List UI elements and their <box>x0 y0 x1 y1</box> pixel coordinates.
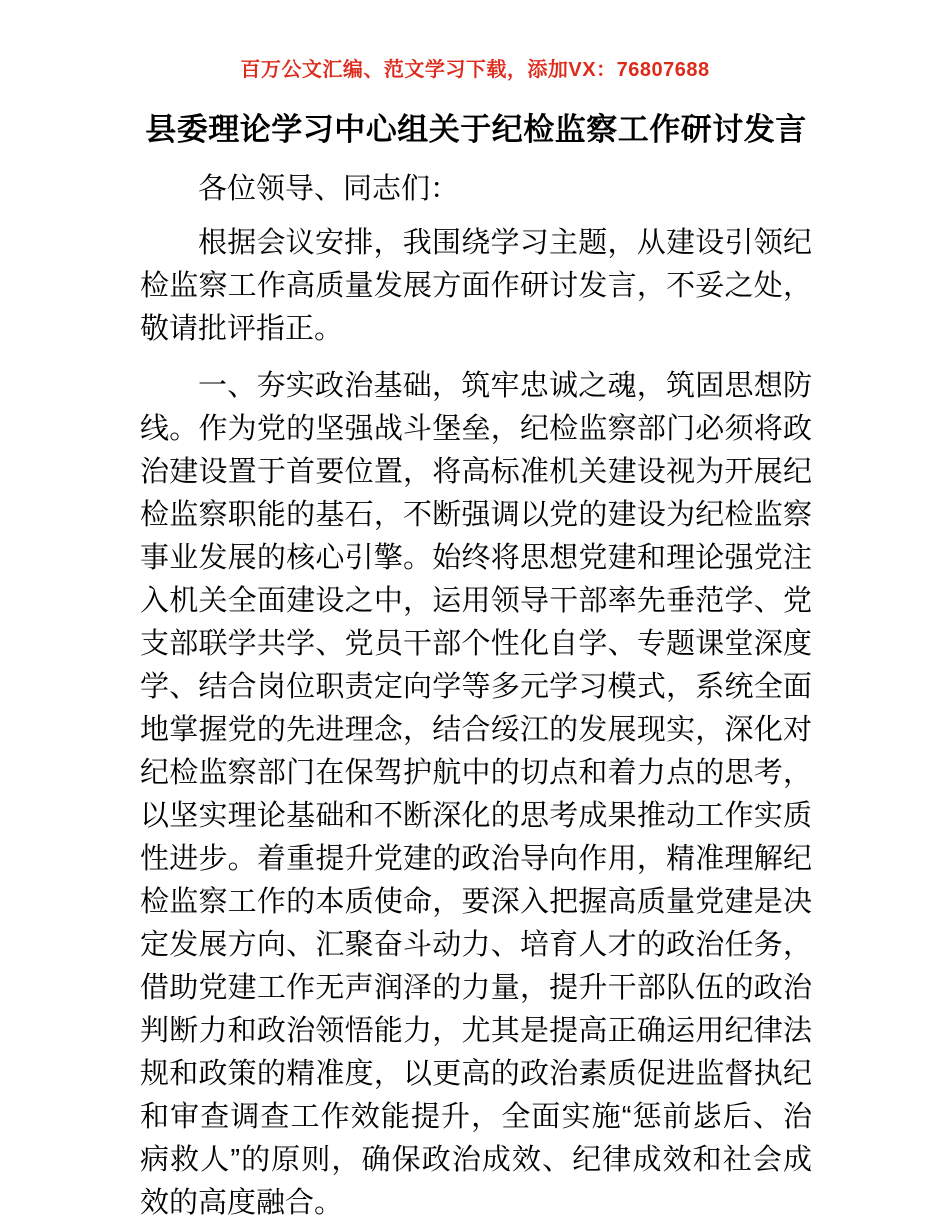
promo-watermark-text: 百万公文汇编、范文学习下载，添加VX：76807688 <box>240 59 710 81</box>
document-paragraph-intro: 根据会议安排，我围绕学习主题，从建设引领纪检监察工作高质量发展方面作研讨发言，不妥之处，敬请批评指正。 <box>140 227 812 345</box>
document-paragraph-section-one: 一、夯实政治基础，筑牢忠诚之魂，筑固思想防线。作为党的坚强战斗堡垒，纪检监察部门必须将政治建设置于首要位置，将高标准机关建设视为开展纪检监察职能的基石，不断强调以党的建设为纪检监察事业发展的核心引擎。始终将思想党建和理论强党注入机关全面建设之中，运用领导干部率先垂范学、党支部联学共学、党员干部个性化自学、专题课堂深度学、结合岗位职责定向学等多元学习模式，系统全面地掌握党的先进理念，结合绥江的发展现实，深化对纪检监察部门在保驾护航中的切点和着力点的思考，以坚实理论基础和不断深化的思考成果推动工作实质性进步。着重提升党建的政治导向作用，精准理解纪检监察工作的本质使命，要深入把握高质量党建是决定发展方向、汇聚奋斗动力、培育人才的政治任务，借助党建工作无声润泽的力量，提升干部队伍的政治判断力和政治领悟能力，尤其是提高正确运用纪律法规和政策的精准度，以更高的政治素质促进监督执纪和审查调查工作效能提升，全面实施“惩前毖后、治病救人”的原则，确保政治成效、纪律成效和社会成效的高度融合。 <box>140 370 812 1219</box>
document-salutation: 各位领导、同志们： <box>198 173 460 205</box>
document-title: 县委理论学习中心组关于纪检监察工作研讨发言 <box>145 112 807 147</box>
document-content-column <box>140 108 812 1225</box>
